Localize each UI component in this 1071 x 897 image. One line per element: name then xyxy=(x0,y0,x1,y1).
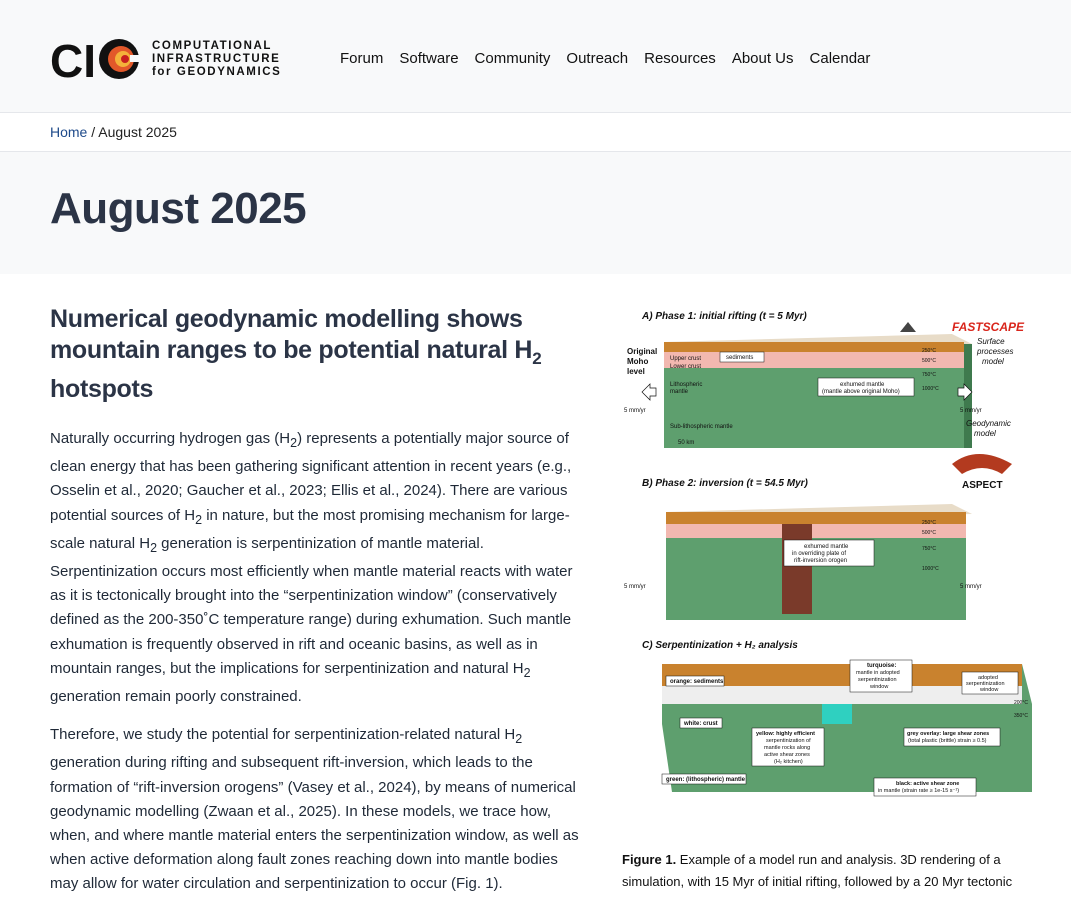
yellow-label-2: serpentinization of xyxy=(766,738,811,744)
breadcrumb-separator: / xyxy=(91,124,96,140)
logo-line-3: for GEODYNAMICS xyxy=(152,65,282,78)
temp-350-c: 350°C xyxy=(1014,713,1028,719)
temp-250-a: 250°C xyxy=(922,348,936,354)
panel-a-title: A) Phase 1: initial rifting (t = 5 Myr) xyxy=(642,311,807,322)
velocity-left-a: 5 mm/yr xyxy=(624,408,646,414)
sublith-label: Sub-lithospheric mantle xyxy=(670,424,733,430)
breadcrumb-home-link[interactable]: Home xyxy=(50,124,88,140)
nav-software[interactable]: Software xyxy=(399,50,459,67)
temp-500-b: 500°C xyxy=(922,530,936,536)
yellow-label-3: mantle rocks along xyxy=(764,745,811,751)
aspect-label: ASPECT xyxy=(962,480,1003,491)
p1-sub: 2 xyxy=(523,665,531,680)
temp-750-a: 750°C xyxy=(922,372,936,378)
moho-label-3: level xyxy=(627,367,645,376)
temp-1000-b: 1000°C xyxy=(922,566,939,572)
article xyxy=(50,304,580,897)
temp-750-b: 750°C xyxy=(922,546,936,552)
nav-calendar[interactable]: Calendar xyxy=(809,50,871,67)
p1-sub: 2 xyxy=(290,436,298,450)
article-title-text: Numerical geodynamic modelling shows mountain ranges to be potential natural H xyxy=(50,305,533,364)
site-logo[interactable] xyxy=(50,38,281,80)
nav-outreach[interactable]: Outreach xyxy=(566,50,629,67)
orange-label: orange: sediments xyxy=(670,679,724,685)
upper-crust-label: Upper crust xyxy=(670,356,702,362)
aspect-shell-icon xyxy=(952,454,1012,474)
caption-label: Figure 1. xyxy=(622,852,677,867)
breadcrumb-current: August 2025 xyxy=(98,124,177,140)
fastscape-desc-2: processes xyxy=(977,347,1014,356)
article-title-text-end: hotspots xyxy=(50,375,154,403)
panel-b-shear-zone xyxy=(782,524,812,614)
figure-1-image[interactable] xyxy=(622,304,1036,834)
p2-seg: generation during rifting and subsequent rift-inversion, which leads to the formation of “rift-inversion orogens” (Vasey et al., 2024), by means of numerical geodynamic modelling (Zwaan et al., 2025). In these models, we trace how, when, and where mantle material enters the serpentinization window, as well as when active deformation along fault zones reaching down into mantle bodies may allow for water circulation and serpentinization to occur (Fig. 1). xyxy=(50,754,579,893)
fastscape-desc-1: Surface xyxy=(977,337,1005,346)
fastscape-desc-3: model xyxy=(982,357,1004,366)
exhumed-a-label-2: (mantle above original Moho) xyxy=(822,389,900,395)
black-label-2: in mantle (strain rate ≥ 1e-15 s⁻¹) xyxy=(878,788,960,794)
exhumed-b-label-2: in overriding plate of xyxy=(792,551,847,557)
yellow-label-4: active shear zones xyxy=(764,752,810,758)
nav-about-us[interactable]: About Us xyxy=(731,50,794,67)
p1-seg: Naturally occurring hydrogen gas (H xyxy=(50,430,291,447)
p1-seg: ) represents a potentially major source of clean energy that has been gathering significant attention in recent years (e.g., Osselin et al., 2020; Gaucher et al., 2023; Ellis et al., 2024). There are various potential sources of H xyxy=(50,430,572,524)
turquoise-label-2: mantle in adopted xyxy=(856,670,900,676)
temp-1000-a: 1000°C xyxy=(922,386,939,392)
arrow-left-icon xyxy=(642,384,656,400)
logo-wordmark xyxy=(152,40,281,79)
moho-label-2: Moho xyxy=(627,357,649,366)
main-nav xyxy=(340,50,870,67)
panel-a-sediment-band xyxy=(664,342,964,352)
figure-1-caption xyxy=(622,849,1042,893)
panel-a-crust xyxy=(664,352,964,368)
temp-500-a: 500°C xyxy=(922,358,936,364)
p2-sub: 2 xyxy=(515,732,523,747)
p1-seg: in nature, but the most promising mechanism for large-scale natural H xyxy=(50,506,570,552)
page-title: August 2025 xyxy=(50,184,307,233)
panel-b-crust xyxy=(666,524,966,538)
lith-mantle-label-2: mantle xyxy=(670,389,689,395)
scale-label: 50 km xyxy=(678,440,695,446)
panel-a-mantle xyxy=(664,368,964,448)
nav-resources[interactable]: Resources xyxy=(644,50,716,67)
article-paragraph-2 xyxy=(50,723,580,896)
temp-200-c: 200°C xyxy=(1014,700,1028,706)
turquoise-label-3: serpentinization xyxy=(858,677,897,683)
lith-mantle-label-1: Lithospheric xyxy=(670,382,703,388)
breadcrumb xyxy=(0,113,1071,152)
grey-label-1: grey overlay: large shear zones xyxy=(907,731,990,737)
lower-crust-label: Lower crust xyxy=(670,364,702,370)
logo-line-2: INFRASTRUCTURE xyxy=(152,52,281,65)
geodyn-desc-2: model xyxy=(974,429,996,438)
article-title-subscript: 2 xyxy=(532,349,542,368)
nav-community[interactable]: Community xyxy=(474,50,551,67)
article-title xyxy=(50,304,580,405)
p1-sub: 2 xyxy=(195,512,203,527)
green-label: green: (lithospheric) mantle xyxy=(666,777,746,783)
caption-text: Example of a model run and analysis. 3D rendering of a simulation, with 15 Myr of initial rifting, followed by a 20 Myr tectonic xyxy=(622,852,1013,889)
logo-line-1: COMPUTATIONAL xyxy=(152,39,273,52)
panel-c-title: C) Serpentinization + H₂ analysis xyxy=(642,640,798,651)
nav-forum[interactable]: Forum xyxy=(340,50,384,67)
cig-logo-icon xyxy=(50,38,142,80)
p1-sub: 2 xyxy=(150,540,158,555)
sediments-label: sediments xyxy=(726,355,754,361)
panel-b-sediment-band xyxy=(666,512,966,524)
site-header xyxy=(0,0,1071,113)
panel-c-turquoise xyxy=(822,704,852,724)
turquoise-label-1: turquoise: xyxy=(867,663,897,669)
adopted-label-3: window xyxy=(980,687,999,693)
mountain-icon xyxy=(900,322,916,332)
geodyn-desc-1: Geodynamic xyxy=(966,419,1011,428)
grey-label-2: (total plastic (brittle) strain ≥ 0.5) xyxy=(908,738,987,744)
p1-seg: generation is serpentinization of mantle material. Serpentinization occurs most efficiently when mantle material reacts with water as it is tectonically brought into the “serpentinization window” (conservatively defined as the 200-350˚C temperature range) during exhumation. Such mantle exhumation is frequently observed in rift and oceanic basins, as well as in mountain ranges, but the implications for serpentinization and natural H xyxy=(50,534,573,677)
velocity-right-b: 5 mm/yr xyxy=(960,584,982,590)
page-hero xyxy=(0,152,1071,274)
exhumed-a-label-1: exhumed mantle xyxy=(840,382,885,388)
adopted-label-2: serpentinization xyxy=(966,681,1005,687)
yellow-label-5: (H₂ kitchen) xyxy=(774,759,803,765)
temp-250-b: 250°C xyxy=(922,520,936,526)
black-label-1: black: active shear zone xyxy=(896,781,960,787)
velocity-right-a: 5 mm/yr xyxy=(960,408,982,414)
fastscape-label: FASTSCAPE xyxy=(952,320,1025,334)
white-label: white: crust xyxy=(684,721,718,727)
moho-label-1: Original xyxy=(627,347,658,356)
p2-seg: Therefore, we study the potential for serpentinization-related natural H xyxy=(50,726,516,744)
velocity-left-b: 5 mm/yr xyxy=(624,584,646,590)
exhumed-b-label-1: exhumed mantle xyxy=(804,544,849,550)
panel-b-title: B) Phase 2: inversion (t = 54.5 Myr) xyxy=(642,478,808,489)
article-paragraph-1 xyxy=(50,427,580,709)
logo-letters: CI xyxy=(50,38,96,80)
exhumed-b-label-3: rift-inversion orogen xyxy=(794,558,848,564)
figure-1 xyxy=(622,304,1042,893)
turquoise-label-4: window xyxy=(870,684,889,690)
p1-seg: generation remain poorly constrained. xyxy=(50,688,302,706)
adopted-label-1: adopted xyxy=(978,675,998,681)
yellow-label-1: yellow: highly efficient xyxy=(756,731,815,737)
